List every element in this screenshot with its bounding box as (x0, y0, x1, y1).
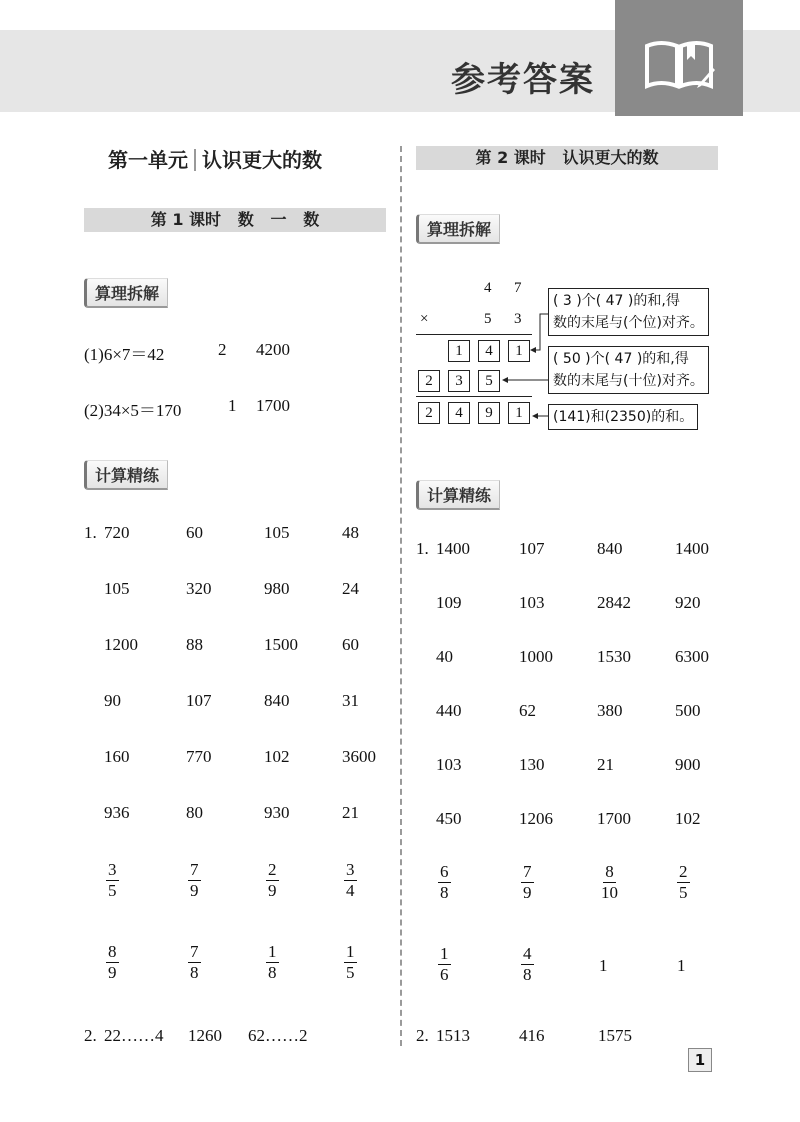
answer-cell: 90 (104, 691, 121, 710)
fraction-numerator: 8 (108, 942, 117, 961)
section-tag-analysis-right: 算理拆解 (416, 214, 500, 244)
fraction-numerator: 7 (190, 942, 199, 961)
answer-cell: 102 (675, 809, 701, 828)
fraction-numerator: 3 (346, 860, 355, 879)
section-tag-analysis-left: 算理拆解 (84, 278, 168, 308)
fraction-numerator: 2 (679, 862, 688, 881)
answer-cell: 6300 (675, 647, 709, 666)
fraction-numerator: 1 (268, 942, 277, 961)
bottom-digit: 5 (484, 311, 492, 327)
answer-cell: 88 (186, 635, 203, 654)
result-digit: 4 (448, 402, 470, 424)
partial-2-digit: 3 (448, 370, 470, 392)
analysis-answer-2a: 1 (228, 396, 237, 415)
answer-cell: 21 (597, 755, 614, 774)
unit-title-separator (194, 149, 196, 171)
fraction-denominator: 5 (108, 881, 117, 900)
fraction-denominator: 9 (190, 881, 199, 900)
fraction-answer (438, 944, 451, 985)
answer-cell: 103 (519, 593, 545, 612)
lesson-1-bar (84, 208, 386, 232)
fraction-denominator: 6 (440, 965, 449, 984)
answer-cell: 980 (264, 579, 290, 598)
question-2-label: 2. (84, 1026, 97, 1045)
section-tag-practice-right: 计算精练 (416, 480, 500, 510)
fraction-numerator: 1 (440, 944, 449, 963)
analysis-answer-1b: 4200 (256, 340, 290, 359)
fraction-answer (266, 942, 279, 983)
lesson-1-title: 第 1 课时 数 一 数 (150, 210, 320, 229)
fraction-numerator: 3 (108, 860, 117, 879)
column-divider (400, 146, 402, 1046)
fraction-answer (599, 862, 620, 903)
fraction-numerator: 2 (268, 860, 277, 879)
fraction-denominator: 5 (346, 963, 355, 982)
answer-cell: 840 (597, 539, 623, 558)
fraction-answer (521, 862, 534, 903)
answer-cell: 1206 (519, 809, 553, 828)
answer-cell: 21 (342, 803, 359, 822)
question-2-label: 2. (416, 1026, 429, 1045)
answer-cell: 60 (342, 635, 359, 654)
fraction-denominator: 8 (440, 883, 449, 902)
fraction-numerator: 4 (523, 944, 532, 963)
answer-cell: 1200 (104, 635, 138, 654)
q2-answer: 1575 (598, 1026, 632, 1045)
fraction-numerator: 1 (346, 942, 355, 961)
fraction-denominator: 9 (523, 883, 532, 902)
answer-cell: 1500 (264, 635, 298, 654)
fraction-denominator: 8 (190, 963, 199, 982)
note-box-2 (548, 346, 709, 394)
partial-1-digit: 1 (508, 340, 530, 362)
answer-cell: 936 (104, 803, 130, 822)
fraction-numerator: 6 (440, 862, 449, 881)
header-icon-box (615, 0, 743, 116)
top-digit: 7 (514, 280, 522, 296)
answer-cell: 60 (186, 523, 203, 542)
answer-cell: 1400 (436, 539, 470, 558)
fraction-answer (677, 862, 690, 903)
result-digit: 1 (508, 402, 530, 424)
answer-cell: 3600 (342, 747, 376, 766)
answer-cell: 380 (597, 701, 623, 720)
answer-cell: 720 (104, 523, 130, 542)
fraction-denominator: 8 (268, 963, 277, 982)
answer-cell: 500 (675, 701, 701, 720)
answer-cell: 160 (104, 747, 130, 766)
partial-1-digit: 4 (478, 340, 500, 362)
partial-1-digit: 1 (448, 340, 470, 362)
partial-2-digit: 2 (418, 370, 440, 392)
note-1-line-2: 数的末尾与(个位)对齐。 (553, 315, 704, 331)
answer-cell: 1400 (675, 539, 709, 558)
question-1-label: 1. (416, 539, 429, 558)
answer-cell: 930 (264, 803, 290, 822)
answer-cell: 1530 (597, 647, 631, 666)
answer-cell: 450 (436, 809, 462, 828)
note-1-line-1: ( 3 )个( 47 )的和,得 (553, 293, 680, 309)
fraction-denominator: 9 (268, 881, 277, 900)
answer-cell: 62 (519, 701, 536, 720)
fraction-answer (266, 860, 279, 901)
answer-cell: 80 (186, 803, 203, 822)
answer-cell: 107 (519, 539, 545, 558)
answer-cell: 770 (186, 747, 212, 766)
note-3-text: (141)和(2350)的和。 (553, 409, 694, 425)
question-1-label: 1. (84, 523, 97, 542)
partial-2-digit: 5 (478, 370, 500, 392)
page-number: 1 (688, 1048, 712, 1072)
answer-cell: 105 (104, 579, 130, 598)
answer-cell: 24 (342, 579, 359, 598)
answer-cell: 102 (264, 747, 290, 766)
answer-cell: 31 (342, 691, 359, 710)
answer-cell: 103 (436, 755, 462, 774)
fraction-answer (438, 862, 451, 903)
note-box-1 (548, 288, 709, 336)
fraction-answer (188, 860, 201, 901)
answer-cell: 1 (677, 956, 686, 975)
answer-cell: 109 (436, 593, 462, 612)
q2-answer: 1513 (436, 1026, 470, 1045)
answer-cell: 440 (436, 701, 462, 720)
answer-cell: 900 (675, 755, 701, 774)
answer-cell: 48 (342, 523, 359, 542)
unit-title (108, 144, 322, 173)
section-tag-practice-left: 计算精练 (84, 460, 168, 490)
answer-cell: 1000 (519, 647, 553, 666)
analysis-expr-1: (1)6×7＝42 (84, 345, 165, 364)
bottom-digit: 3 (514, 311, 522, 327)
fraction-denominator: 5 (679, 883, 688, 902)
fraction-answer (344, 860, 357, 901)
q2-answer: 22……4 (104, 1026, 164, 1045)
note-2-line-2: 数的末尾与(十位)对齐。 (553, 373, 704, 389)
answer-cell: 105 (264, 523, 290, 542)
answer-cell: 920 (675, 593, 701, 612)
q2-answer: 416 (519, 1026, 545, 1045)
answer-cell: 2842 (597, 593, 631, 612)
fraction-numerator: 7 (190, 860, 199, 879)
analysis-expr-2: (2)34×5＝170 (84, 401, 182, 420)
page-title: 参考答案 (451, 60, 595, 100)
answer-cell: 130 (519, 755, 545, 774)
analysis-answer-1a: 2 (218, 340, 227, 359)
answer-cell: 320 (186, 579, 212, 598)
answer-cell: 1700 (597, 809, 631, 828)
unit-title-name: 认识更大的数 (202, 148, 322, 172)
fraction-answer (188, 942, 201, 983)
fraction-denominator: 4 (346, 881, 355, 900)
answer-cell: 1 (599, 956, 608, 975)
q2-answer: 62……2 (248, 1026, 308, 1045)
fraction-denominator: 10 (601, 883, 618, 902)
fraction-denominator: 9 (108, 963, 117, 982)
diagram-arrows (500, 300, 560, 440)
fraction-answer (344, 942, 357, 983)
answer-cell: 107 (186, 691, 212, 710)
lesson-2-bar (416, 146, 718, 170)
fraction-answer (106, 860, 119, 901)
result-digit: 9 (478, 402, 500, 424)
note-2-line-1: ( 50 )个( 47 )的和,得 (553, 351, 689, 367)
fraction-answer (521, 944, 534, 985)
analysis-answer-2b: 1700 (256, 396, 290, 415)
top-digit: 4 (484, 280, 492, 296)
book-icon (643, 38, 715, 92)
fraction-numerator: 8 (605, 862, 614, 881)
times-sign: × (420, 311, 429, 327)
fraction-numerator: 7 (523, 862, 532, 881)
unit-title-number: 第一单元 (108, 148, 188, 172)
fraction-answer (106, 942, 119, 983)
fraction-denominator: 8 (523, 965, 532, 984)
result-digit: 2 (418, 402, 440, 424)
answer-cell: 840 (264, 691, 290, 710)
q2-answer: 1260 (188, 1026, 222, 1045)
note-box-3 (548, 404, 698, 430)
lesson-2-title: 第 2 课时 认识更大的数 (475, 148, 659, 167)
answer-cell: 40 (436, 647, 453, 666)
